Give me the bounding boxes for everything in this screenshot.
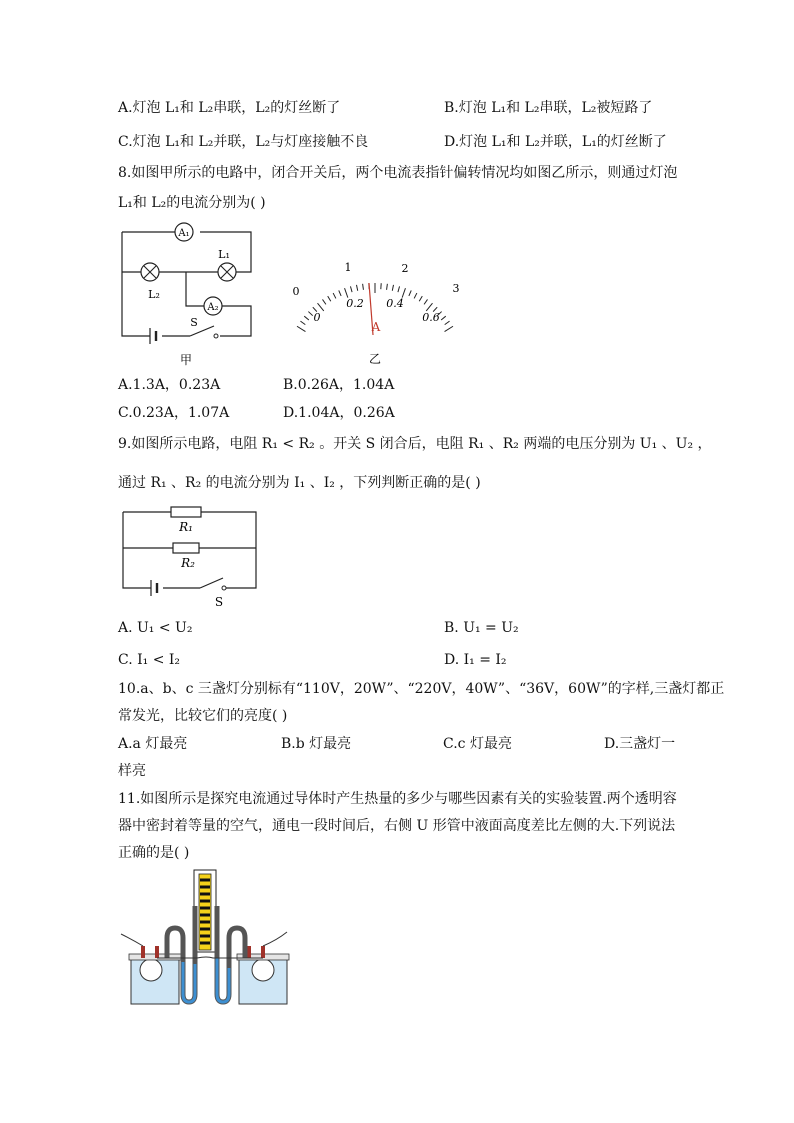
q9-option-d: D. I₁ = I₂ <box>444 652 507 668</box>
bottom-tick-1: 0.2 <box>346 297 364 310</box>
q8-stem-line2: L₁和 L₂的电流分别为( ) <box>118 195 266 211</box>
q10-option-d-wrap: 样亮 <box>118 763 146 779</box>
lamp-l2 <box>141 263 159 281</box>
q9-option-b: B. U₁ = U₂ <box>444 620 519 636</box>
q8-option-d: D.1.04A，0.26A <box>283 405 395 421</box>
q8-option-b: B.0.26A，1.04A <box>283 377 395 393</box>
q7-option-d: D.灯泡 L₁和 L₂并联，L₁的灯丝断了 <box>444 134 667 150</box>
q11-stem-line1: 11.如图所示是探究电流通过导体时产生热量的多少与哪些因素有关的实验装置.两个透明容 <box>118 791 677 807</box>
dial-tick <box>419 296 422 301</box>
q7-option-b: B.灯泡 L₁和 L₂串联，L₂被短路了 <box>444 100 653 116</box>
battery-icon <box>151 580 157 596</box>
dial-tick <box>322 299 325 304</box>
ammeter-a1 <box>175 223 193 241</box>
dial-tick <box>300 321 305 325</box>
a1-label: A₁ <box>178 228 190 239</box>
dial-tick <box>409 290 411 296</box>
pointer-label: A <box>371 320 381 334</box>
figure-jia-caption: 甲 <box>179 353 193 367</box>
q10-option-a: A.a 灯最亮 <box>118 736 188 752</box>
top-tick-0: 0 <box>292 285 300 298</box>
q10-stem-line1: 10.a、b、c 三盏灯分别标有“110V，20W”、“220V，40W”、“36V，60W”的字样,三盏灯都正 <box>118 681 725 697</box>
l1-label: L₁ <box>218 248 230 261</box>
dial-tick <box>424 299 427 304</box>
q8-ammeter-dial-figure <box>285 255 470 367</box>
q10-stem-line2: 常发光，比较它们的亮度( ) <box>118 708 288 724</box>
bottom-tick-3: 0.6 <box>422 311 440 324</box>
q7-option-c: C.灯泡 L₁和 L₂并联，L₂与灯座接触不良 <box>118 134 369 150</box>
dial-tick <box>333 293 336 298</box>
q9-circuit-figure <box>118 502 264 610</box>
left-container <box>129 946 181 1004</box>
dial-tick <box>339 290 341 296</box>
dial-tick <box>350 286 352 292</box>
lamp-l1 <box>218 263 236 281</box>
bottom-tick-0: 0 <box>313 311 321 324</box>
q10-option-b: B.b 灯最亮 <box>281 736 352 752</box>
dial-tick <box>363 284 364 290</box>
q8-circuit-figure <box>112 222 262 370</box>
dial-tick <box>445 326 453 331</box>
dial-tick <box>357 285 358 291</box>
dial-tick <box>304 316 309 320</box>
top-tick-3: 3 <box>452 282 460 295</box>
battery-icon <box>150 328 156 344</box>
dial-tick <box>328 296 331 301</box>
q7-option-a: A.灯泡 L₁和 L₂串联，L₂的灯丝断了 <box>118 100 341 116</box>
q10-option-d: D.三盏灯一 <box>604 736 676 752</box>
dial-tick <box>387 284 388 290</box>
dial-tick <box>445 321 450 325</box>
q9-stem-line1: 9.如图所示电路，电阻 R₁ < R₂ 。开关 S 闭合后，电阻 R₁ 、R₂ 两端的电压分别为 U₁ 、U₂ ， <box>118 436 712 452</box>
switch-icon <box>200 578 226 590</box>
dial-tick <box>392 285 393 291</box>
bottom-tick-2: 0.4 <box>386 297 404 310</box>
dial-tick <box>297 326 305 331</box>
top-tick-1: 1 <box>344 261 352 274</box>
switch-label: S <box>214 595 224 609</box>
dial-tick <box>414 293 417 298</box>
a2-label: A₂ <box>207 302 219 313</box>
resistor-r2 <box>173 543 199 553</box>
dial-tick <box>426 303 432 311</box>
dial-tick <box>398 286 400 292</box>
q11-stem-line3: 正确的是( ) <box>118 845 190 861</box>
q9-option-a: A. U₁ < U₂ <box>118 620 193 636</box>
resistor-r1 <box>171 507 201 517</box>
dial-top-scale <box>293 261 460 298</box>
q9-option-c: C. I₁ < I₂ <box>118 652 181 668</box>
l2-label: L₂ <box>148 288 160 301</box>
q11-apparatus-figure <box>115 866 295 1008</box>
dial-tick <box>318 303 324 311</box>
q8-option-c: C.0.23A，1.07A <box>118 405 230 421</box>
r2-label: R₂ <box>181 556 195 570</box>
r1-label: R₁ <box>179 520 193 534</box>
q9-stem-line2: 通过 R₁ 、R₂ 的电流分别为 I₁ 、I₂ ，下列判断正确的是( ) <box>118 475 481 491</box>
switch-label: S <box>190 316 198 329</box>
dial-tick <box>308 312 312 316</box>
q10-option-c: C.c 灯最亮 <box>443 736 512 752</box>
q11-stem-line2: 器中密封着等量的空气，通电一段时间后，右侧 U 形管中液面高度差比左侧的大.下列说法 <box>118 818 676 834</box>
q8-option-a: A.1.3A，0.23A <box>118 377 221 393</box>
dial-tick <box>441 316 446 320</box>
q8-stem-line1: 8.如图甲所示的电路中，闭合开关后，两个电流表指针偏转情况均如图乙所示，则通过灯泡 <box>118 165 678 181</box>
ammeter-a2 <box>204 297 222 315</box>
top-tick-2: 2 <box>401 262 409 275</box>
figure-yi-caption: 乙 <box>368 352 382 366</box>
